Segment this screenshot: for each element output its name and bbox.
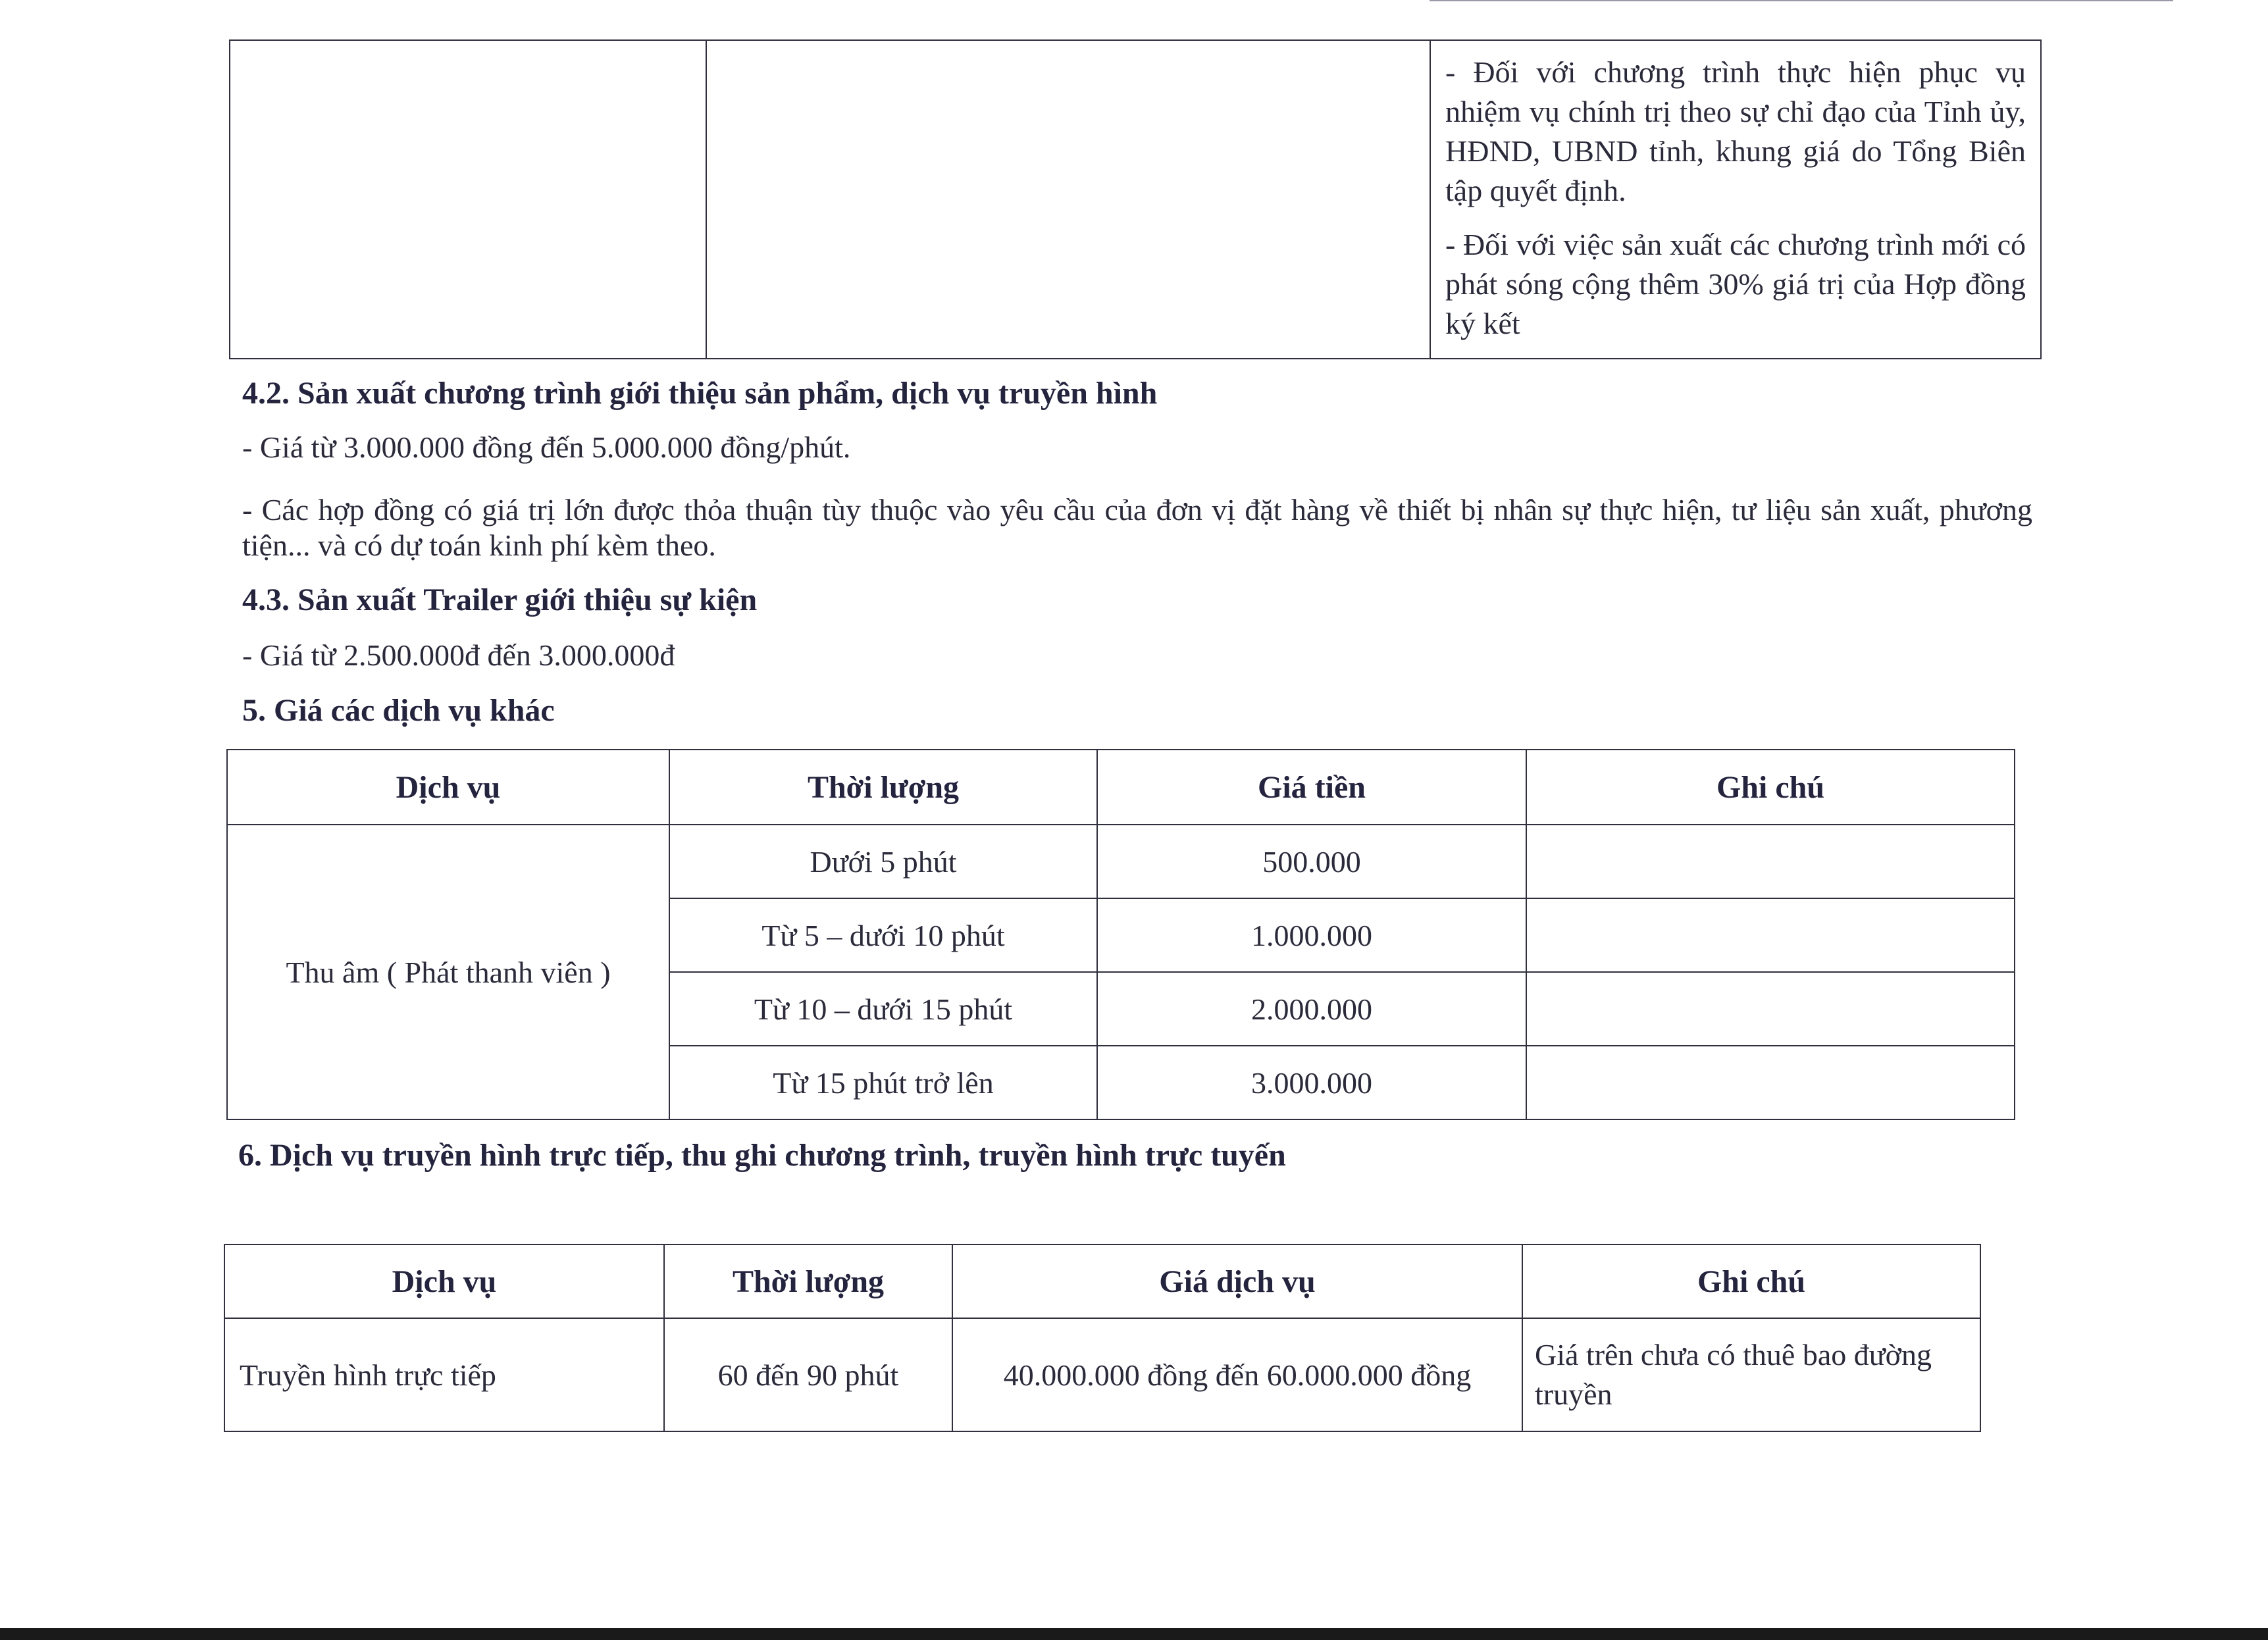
table-header-row: [224, 1244, 1980, 1318]
note-cell: [1526, 972, 2015, 1046]
table-row: [224, 1318, 1980, 1431]
section-heading-6: 6. Dịch vụ truyền hình trực tiếp, thu ghi chương trình, truyền hình trực tuyến: [238, 1138, 1286, 1173]
note-cell: Giá trên chưa có thuê bao đường truyền: [1522, 1318, 1980, 1431]
table-header: Thời lượng: [664, 1244, 952, 1318]
price-cell: 2.000.000: [1097, 972, 1526, 1046]
paragraph: - Các hợp đồng có giá trị lớn được thỏa thuận tùy thuộc vào yêu cầu của đơn vị đặt hàng về thiết bị nhân sự thực hiện, tư liệu sản xuất, phương tiện... và có dự toán kinh phí kèm theo.: [242, 493, 2032, 562]
table-header: Giá tiền: [1097, 750, 1526, 825]
table-header: Ghi chú: [1522, 1244, 1980, 1318]
note-cell: [1526, 1046, 2015, 1119]
other-services-table: [226, 749, 2015, 1120]
service-cell: Thu âm ( Phát thanh viên ): [227, 825, 669, 1119]
table-header: Ghi chú: [1526, 750, 2015, 825]
duration-cell: Dưới 5 phút: [669, 825, 1097, 898]
note-paragraph: - Đối với chương trình thực hiện phục vụ nhiệm vụ chính trị theo sự chỉ đạo của Tỉnh ủy, HĐND, UBND tỉnh, khung giá do Tổng Biên tập quyết định.: [1445, 55, 2026, 207]
table-header: Dịch vụ: [224, 1244, 664, 1318]
duration-cell: 60 đến 90 phút: [664, 1318, 952, 1431]
service-cell: Truyền hình trực tiếp: [224, 1318, 664, 1431]
section-heading-4-3: 4.3. Sản xuất Trailer giới thiệu sự kiện: [242, 582, 758, 617]
price-cell: 500.000: [1097, 825, 1526, 898]
table-cell-empty: [706, 40, 1430, 359]
section-heading-5: 5. Giá các dịch vụ khác: [242, 693, 555, 728]
duration-cell: Từ 10 – dưới 15 phút: [669, 972, 1097, 1046]
table-row: [230, 40, 2041, 359]
live-broadcast-table: [224, 1244, 1981, 1432]
table-header: Dịch vụ: [227, 750, 669, 825]
section-heading-4-2: 4.2. Sản xuất chương trình giới thiệu sản phẩm, dịch vụ truyền hình: [242, 376, 1158, 411]
continued-table: [229, 39, 2042, 359]
table-cell-notes: [1430, 40, 2041, 359]
table-row: [227, 825, 2015, 898]
table-cell-empty: [230, 40, 706, 359]
top-rule: [1430, 0, 2173, 1]
note-paragraph: - Đối với việc sản xuất các chương trình mới có phát sóng cộng thêm 30% giá trị của Hợp đồng ký kết: [1445, 228, 2026, 340]
note-cell: [1526, 825, 2015, 898]
note-cell: [1526, 898, 2015, 972]
price-cell: 3.000.000: [1097, 1046, 1526, 1119]
paragraph: - Giá từ 2.500.000đ đến 3.000.000đ: [242, 638, 675, 672]
paragraph: - Giá từ 3.000.000 đồng đến 5.000.000 đồng/phút.: [242, 430, 851, 464]
duration-cell: Từ 5 – dưới 10 phút: [669, 898, 1097, 972]
page-bottom-edge: [0, 1628, 2268, 1640]
table-header: Giá dịch vụ: [952, 1244, 1522, 1318]
table-header-row: [227, 750, 2015, 825]
price-cell: 40.000.000 đồng đến 60.000.000 đồng: [952, 1318, 1522, 1431]
price-cell: 1.000.000: [1097, 898, 1526, 972]
table-header: Thời lượng: [669, 750, 1097, 825]
duration-cell: Từ 15 phút trở lên: [669, 1046, 1097, 1119]
